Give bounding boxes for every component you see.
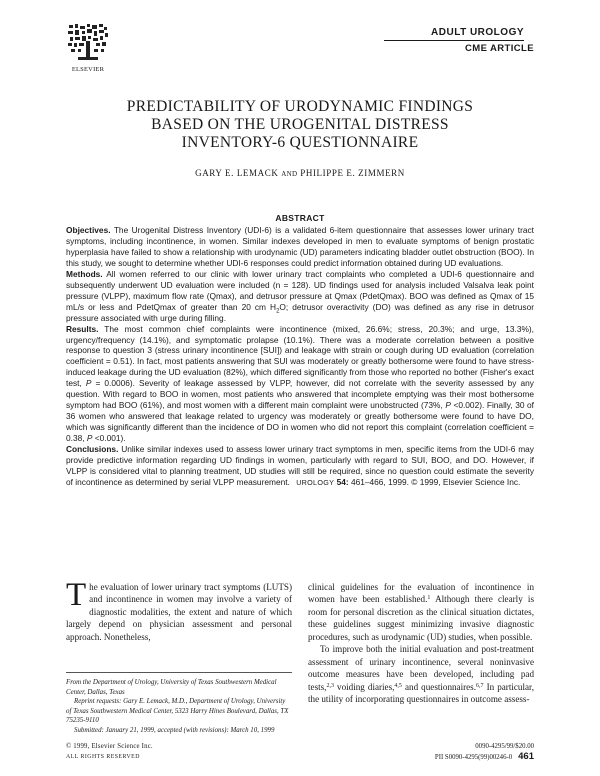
reference-marker: 4,5 bbox=[394, 682, 402, 689]
p-symbol: P bbox=[85, 378, 92, 389]
conclusions-label: Conclusions. bbox=[66, 444, 119, 455]
intro-paragraph bbox=[66, 577, 292, 643]
reference-marker: 2,3 bbox=[326, 682, 334, 689]
abstract-heading: ABSTRACT bbox=[275, 213, 325, 223]
issn-text: 0090-4295/99/$20.00 bbox=[475, 743, 534, 750]
copyright-text: © 1999, Elsevier Science Inc. bbox=[66, 743, 153, 750]
article-section-header bbox=[384, 27, 534, 54]
author-name: GARY E. LEMACK bbox=[195, 168, 279, 178]
intro-text: he evaluation of lower urinary tract symptoms (LUTS) and incontinence in women may involve a variety of diagnostic modalities, the extent and nature of which largely depend on physician assessment and personal approach. Nonetheless, bbox=[66, 582, 292, 642]
abstract-body bbox=[66, 225, 534, 489]
results-text: The most common chief complaints were incontinence (mixed, 26.6%; stress, 20.3%; and urge, 13.3%), urgency/frequency (14.1%), and symptomatic prolapse (10.1%). There was a moderate correlation between a positive response to question 3 (stress urinary incontinence [SUI]) and leakage with strain or cough during UD evaluation (correlation coefficient = 0.51). In fact, most patients answering that SUI was moderately or greatly bothersome were found to have stress-induced leakage during the UD evaluation (82%), which differed significantly from those who reported no bother (Fisher's exact test, bbox=[66, 323, 534, 389]
footnote-affiliation: From the Department of Urology, University of Texas Southwestern Medical Center, Dallas, Texas bbox=[66, 679, 277, 696]
p-symbol: P bbox=[445, 400, 451, 411]
methods-text-cont: O; detrusor overactivity (DO) was defined as any rise in detrusor pressure associated with urge during filling. bbox=[66, 301, 534, 323]
author-name: PHILIPPE E. ZIMMERN bbox=[300, 168, 405, 178]
subscript: 2 bbox=[276, 308, 280, 315]
reference-marker: 6,7 bbox=[476, 682, 484, 689]
methods-text: All women referred to our clinic with lower urinary tract complaints who completed a UDI-6 questionnaire and subsequently underwent UD evaluation were included (n = 128). UD findings used for analysis included Valsalva leak point pressure (VLPP), maximum flow rate (Qmax), and detrusor pressure at Qmax (PdetQmax). BOO was defined as Qmax of 15 mL/s or less and PdetQmax of greater than 20 cm H bbox=[66, 268, 534, 312]
results-label: Results. bbox=[66, 323, 99, 334]
article-title bbox=[60, 98, 540, 152]
article-type-label: CME ARTICLE bbox=[465, 43, 534, 54]
section-label: ADULT UROLOGY bbox=[384, 27, 524, 41]
page-number: 461 bbox=[518, 751, 534, 762]
elsevier-wordmark: ELSEVIER bbox=[71, 66, 105, 73]
footnote-divider bbox=[66, 672, 292, 673]
citation-journal: UROLOGY bbox=[296, 477, 335, 487]
abstract-objectives bbox=[66, 225, 534, 269]
objectives-text: The Urogenital Distress Inventory (UDI-6) is a validated 6-item questionnaire that assesses lower urinary tract symptoms, including incontinence, in women. Similar indexes developed in men to evaluate symptoms of benign prostatic hyperplasia have failed to show a relationship with urodynamic (UD) parameters indicating bladder outlet obstruction (BOO). In this study, we sought to determine whether UDI-6 responses could predict information obtained during UD evaluations. bbox=[66, 225, 534, 268]
drop-cap: T bbox=[66, 577, 87, 613]
body-paragraph bbox=[308, 581, 534, 643]
footnote-reprint: Reprint requests: Gary E. Lemack, M.D., Department of Urology, University of Texas Southwestern Medical Center, 5323 Harry Hines Boulevard, Dallas, TX 75235-9110 bbox=[66, 698, 289, 725]
body-paragraph bbox=[308, 643, 534, 705]
body-column-left bbox=[66, 577, 292, 643]
reference-marker: 1 bbox=[427, 595, 431, 602]
rights-text: ALL RIGHTS RESERVED bbox=[66, 754, 140, 760]
methods-label: Methods. bbox=[66, 268, 103, 279]
body-text: clinical guidelines for the evaluation of incontinence in women have been established. bbox=[308, 582, 534, 605]
citation-rest: 461–466, 1999. © 1999, Elsevier Science Inc. bbox=[350, 476, 521, 487]
results-text-cont: <0.002). Finally, 30 of 36 women who answered that leakage related to urgency was moderately or greatly bothersome were found to have DO, which was significantly different than the incidence of DO in women who did not report this complaint (correlation coefficient = 0.38, bbox=[66, 400, 534, 444]
conclusions-text: Unlike similar indexes used to assess lower urinary tract symptoms in men, specific items from the UDI-6 may provide predictive information regarding UD findings in women, particularly with regard to SUI, BOO, and DO. However, if VLPP is considered vital to planning treatment, UD studies will still be required, since no question could estimate the severity of incontinence as determined by serial VLPP measurement. bbox=[66, 444, 534, 487]
objectives-label: Objectives. bbox=[66, 225, 111, 235]
results-text-cont: = 0.0006). Severity of leakage assessed by VLPP, however, did not correlate with the severity assessed by any question. With regard to BOO in women, most patients who answered that incomplete emptying was their most bothersome symptom had BOO (61%), and most women with a different main complaint were unobstructed (73%, bbox=[66, 378, 534, 411]
citation-volume: 54: bbox=[336, 476, 349, 487]
copyright-block bbox=[66, 742, 153, 762]
title-line: BASED ON THE UROGENITAL DISTRESS bbox=[151, 116, 449, 133]
body-text: In particular, the utility of incorporating questionnaires in outcome assess- bbox=[308, 681, 534, 705]
elsevier-tree-logo-icon bbox=[66, 22, 110, 62]
abstract-conclusions bbox=[66, 444, 534, 489]
body-text: To improve both the initial evaluation and post-treatment assessment of urinary incontinence, several noninvasive outcome measures have been developed, including pad tests, bbox=[308, 644, 534, 692]
author-conjunction: AND bbox=[281, 170, 298, 178]
body-column-right bbox=[308, 581, 534, 706]
results-text-cont: <0.001). bbox=[94, 433, 126, 444]
footnote-submitted: Submitted: January 21, 1999, accepted (with revisions): March 10, 1999 bbox=[74, 726, 275, 734]
body-text: voiding diaries, bbox=[337, 681, 395, 692]
title-line: PREDICTABILITY OF URODYNAMIC FINDINGS bbox=[126, 98, 474, 115]
footnote bbox=[66, 678, 292, 736]
pii-block bbox=[435, 742, 534, 763]
body-text: and questionnaires. bbox=[404, 681, 476, 692]
pii-text: PII S0090-4295(99)00246-0 bbox=[434, 754, 513, 761]
body-text: Although there clearly is room for personal discretion as the clinical situation dictates, these guidelines suggest minimizing invasive diagnostic procedures, such as urodynamic (UD) studies, when possible. bbox=[308, 594, 534, 642]
p-symbol: P bbox=[86, 433, 93, 444]
title-line: INVENTORY-6 QUESTIONNAIRE bbox=[181, 134, 419, 151]
abstract-methods bbox=[66, 269, 534, 324]
author-list bbox=[60, 168, 540, 178]
abstract-results bbox=[66, 324, 534, 444]
